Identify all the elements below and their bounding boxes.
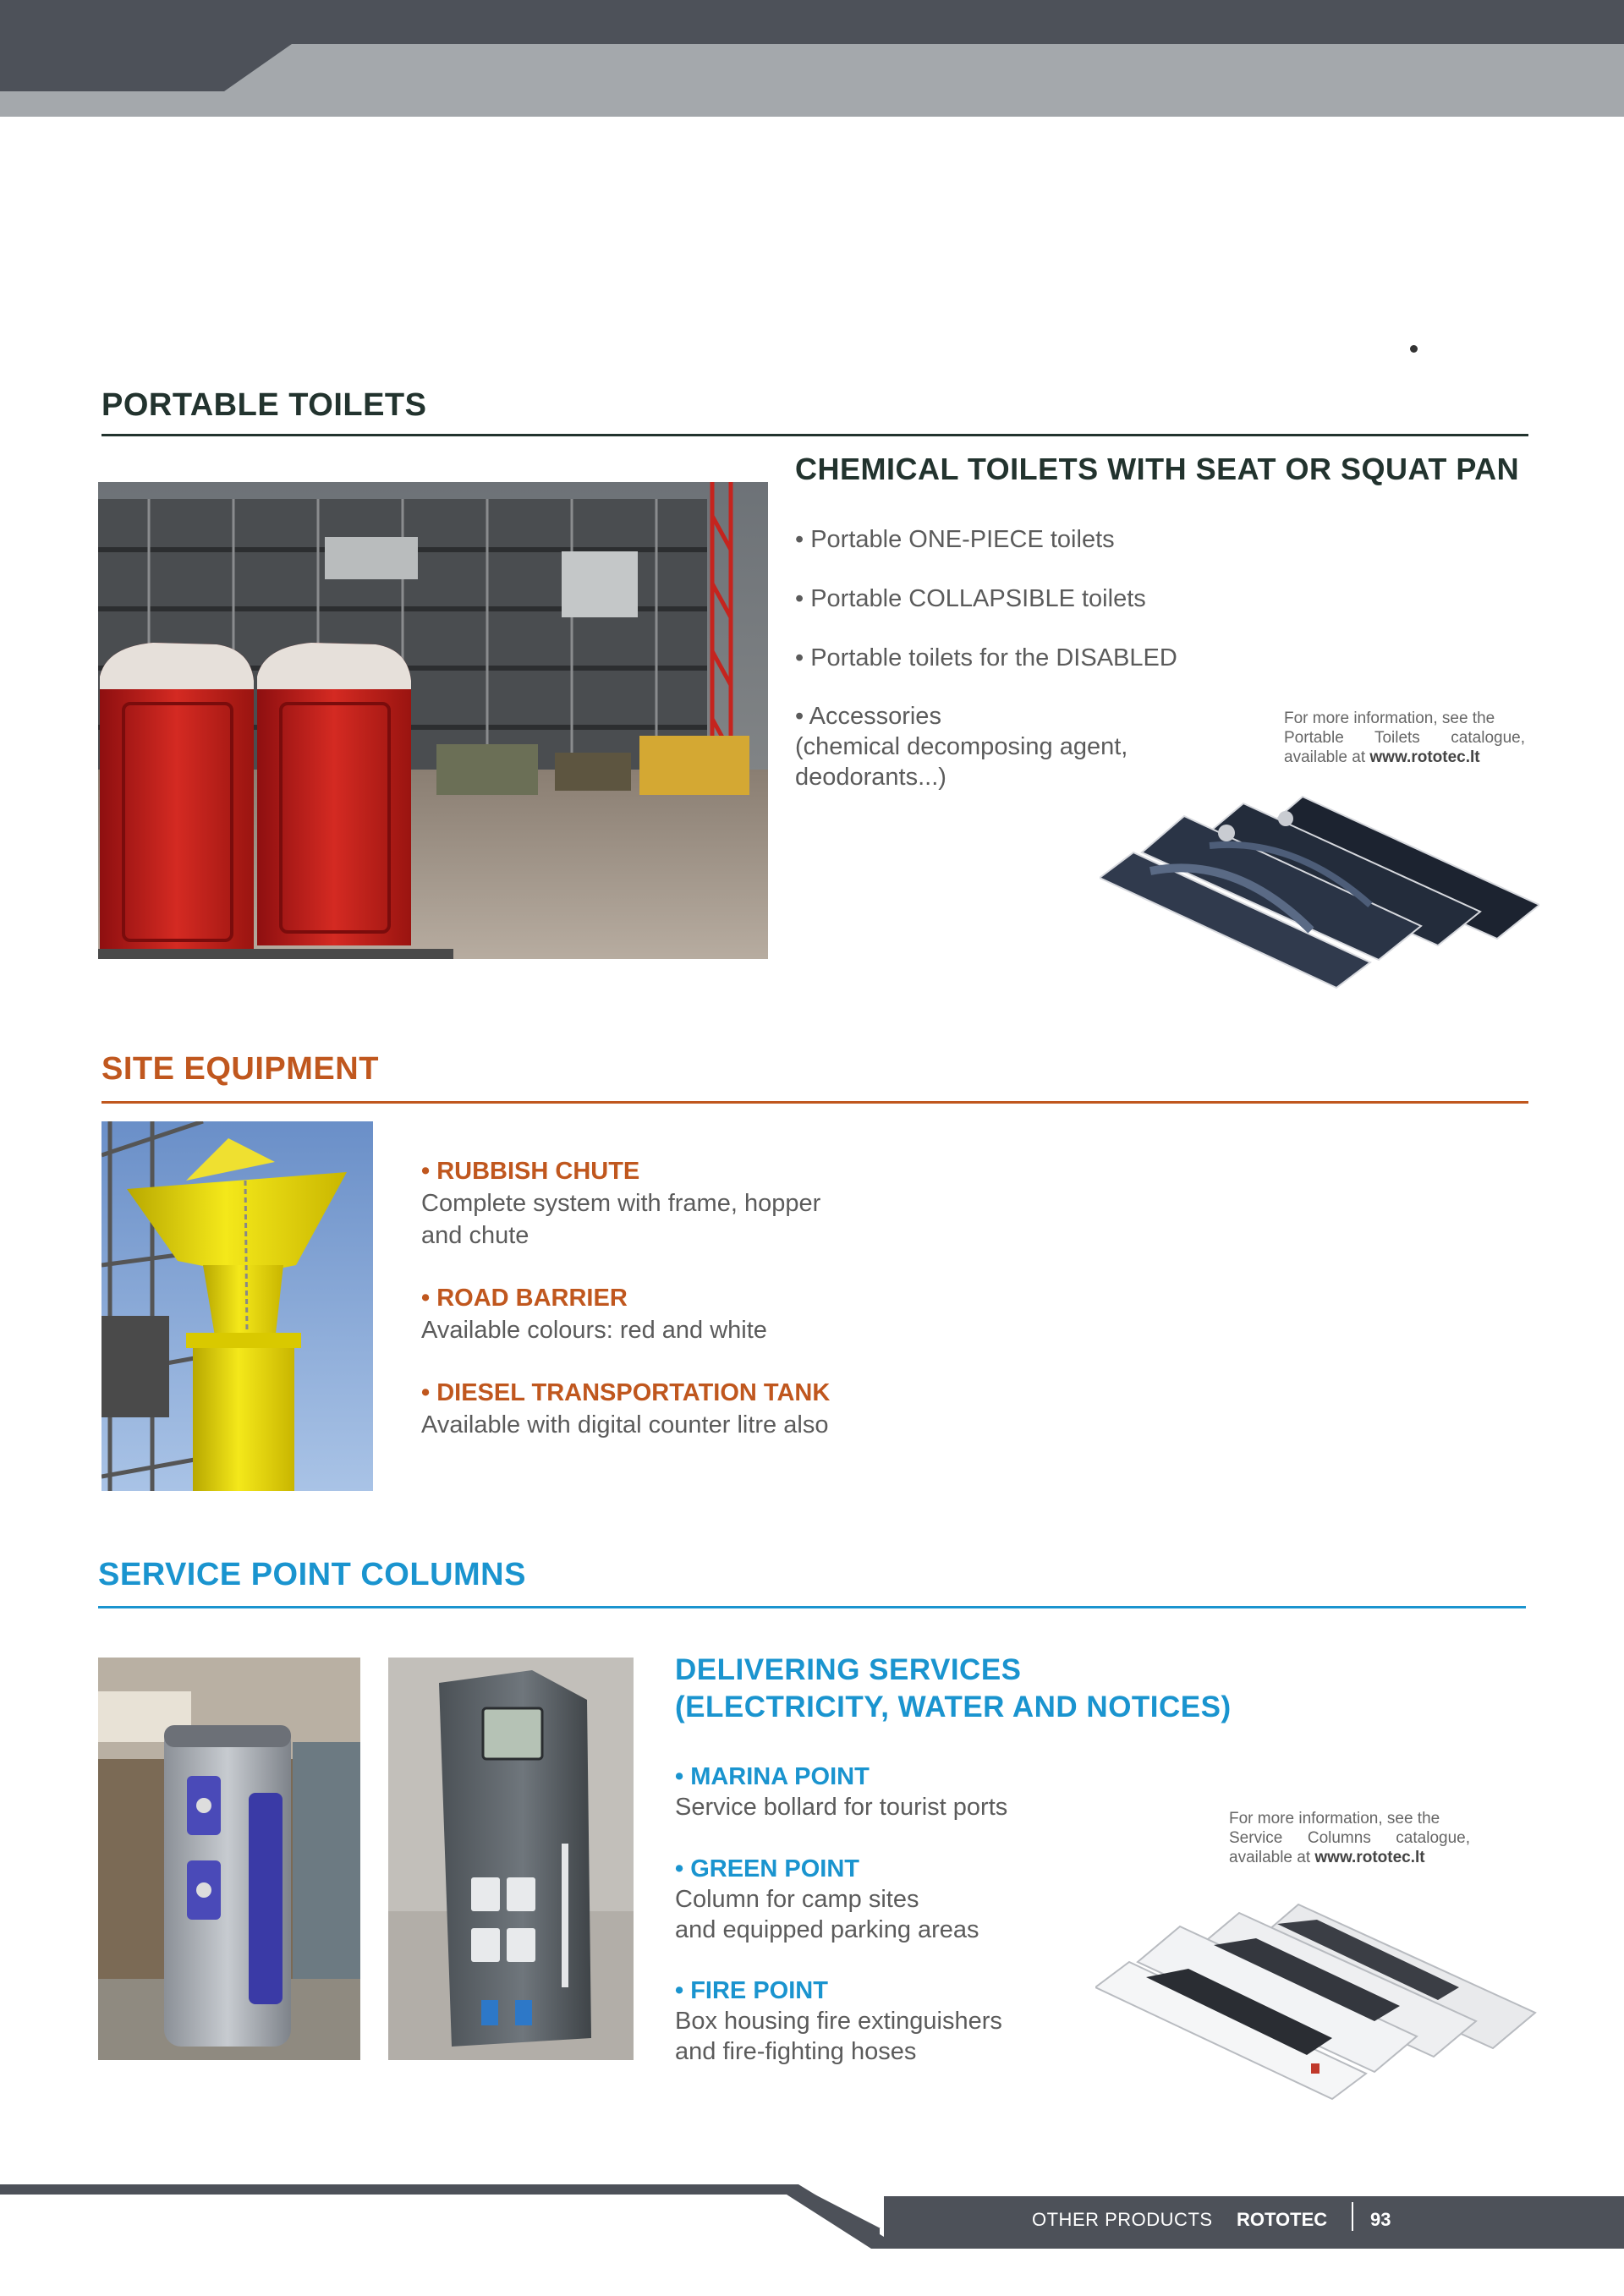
road-barrier-desc: Available colours: red and white (421, 1317, 767, 1344)
rubbish-chute-photo (102, 1121, 373, 1491)
section-heading-portable-toilets: PORTABLE TOILETS (102, 387, 427, 423)
footer-slant (787, 2184, 888, 2249)
accessories-label: • Accessories (795, 703, 941, 730)
service-item-fire-point (675, 1975, 1002, 2067)
site-item-road-barrier (421, 1282, 767, 1346)
portable-note-line-3: available at (1284, 748, 1366, 766)
rubbish-chute-desc-line-2: and chute (421, 1222, 529, 1249)
green-point-desc-line-2: and equipped parking areas (675, 1916, 979, 1943)
portable-catalogue-note (1284, 709, 1525, 767)
rubbish-chute-desc-line-1: Complete system with frame, hopper (421, 1190, 821, 1217)
footer-strip (0, 2184, 795, 2195)
marina-point-photo (98, 1658, 360, 2060)
portable-item-accessories (795, 701, 1127, 792)
section-heading-service-point-columns: SERVICE POINT COLUMNS (98, 1557, 526, 1592)
service-catalogue-brochures-image (1095, 1894, 1539, 2101)
footer-divider (1352, 2202, 1353, 2231)
portable-item-disabled: • Portable toilets for the DISABLED (795, 644, 1177, 671)
marina-point-desc: Service bollard for tourist ports (675, 1794, 1008, 1821)
marina-point-title: • MARINA POINT (675, 1763, 870, 1790)
service-note-line-2: Service Columns catalogue, (1229, 1829, 1470, 1847)
fire-point-desc-line-2: and fire-fighting hoses (675, 2038, 917, 2065)
green-point-photo (388, 1658, 634, 2060)
footer-brand: ROTOTEC (1237, 2209, 1328, 2230)
service-item-marina-point (675, 1762, 1007, 1822)
rubbish-chute-title: • RUBBISH CHUTE (421, 1158, 640, 1185)
green-point-title: • GREEN POINT (675, 1855, 860, 1882)
service-catalogue-note (1229, 1809, 1470, 1867)
decorative-dot (1410, 345, 1418, 353)
fire-point-title: • FIRE POINT (675, 1977, 828, 2004)
portable-item-collapsible: • Portable COLLAPSIBLE toilets (795, 585, 1146, 612)
section-rule-site (102, 1101, 1528, 1104)
portable-item-one-piece: • Portable ONE-PIECE toilets (795, 526, 1115, 553)
accessories-detail-line-1: (chemical decomposing agent, (795, 733, 1128, 760)
site-item-diesel-tank (421, 1377, 830, 1441)
service-item-green-point (675, 1854, 979, 1945)
service-note-url[interactable]: www.rototec.lt (1314, 1849, 1425, 1866)
service-subheading-line-2: (ELECTRICITY, WATER AND NOTICES) (675, 1690, 1232, 1723)
site-item-rubbish-chute (421, 1155, 820, 1252)
portable-subheading: CHEMICAL TOILETS WITH SEAT OR SQUAT PAN (795, 452, 1520, 486)
portable-toilets-photo (98, 482, 768, 959)
portable-note-line-1: For more information, see the (1284, 710, 1495, 727)
footer-page-number: 93 (1370, 2209, 1391, 2230)
footer-section-label: OTHER PRODUCTS (1032, 2209, 1213, 2230)
portable-note-url[interactable]: www.rototec.lt (1369, 748, 1480, 766)
section-rule-service (98, 1606, 1526, 1608)
service-subheading (675, 1652, 1232, 1726)
service-note-line-1: For more information, see the (1229, 1810, 1440, 1827)
green-point-desc-line-1: Column for camp sites (675, 1886, 919, 1913)
diesel-tank-desc: Available with digital counter litre also (421, 1411, 829, 1438)
section-rule-portable (102, 434, 1528, 436)
service-subheading-line-1: DELIVERING SERVICES (675, 1653, 1022, 1686)
section-heading-site-equipment: SITE EQUIPMENT (102, 1051, 379, 1087)
portable-note-line-2: Portable Toilets catalogue, (1284, 729, 1525, 747)
road-barrier-title: • ROAD BARRIER (421, 1285, 628, 1312)
header-band (0, 0, 1624, 118)
fire-point-desc-line-1: Box housing fire extinguishers (675, 2008, 1002, 2035)
service-note-line-3: available at (1229, 1849, 1311, 1866)
accessories-detail-line-2: deodorants...) (795, 764, 946, 791)
portable-catalogue-brochures-image (1100, 786, 1539, 989)
diesel-tank-title: • DIESEL TRANSPORTATION TANK (421, 1379, 831, 1406)
